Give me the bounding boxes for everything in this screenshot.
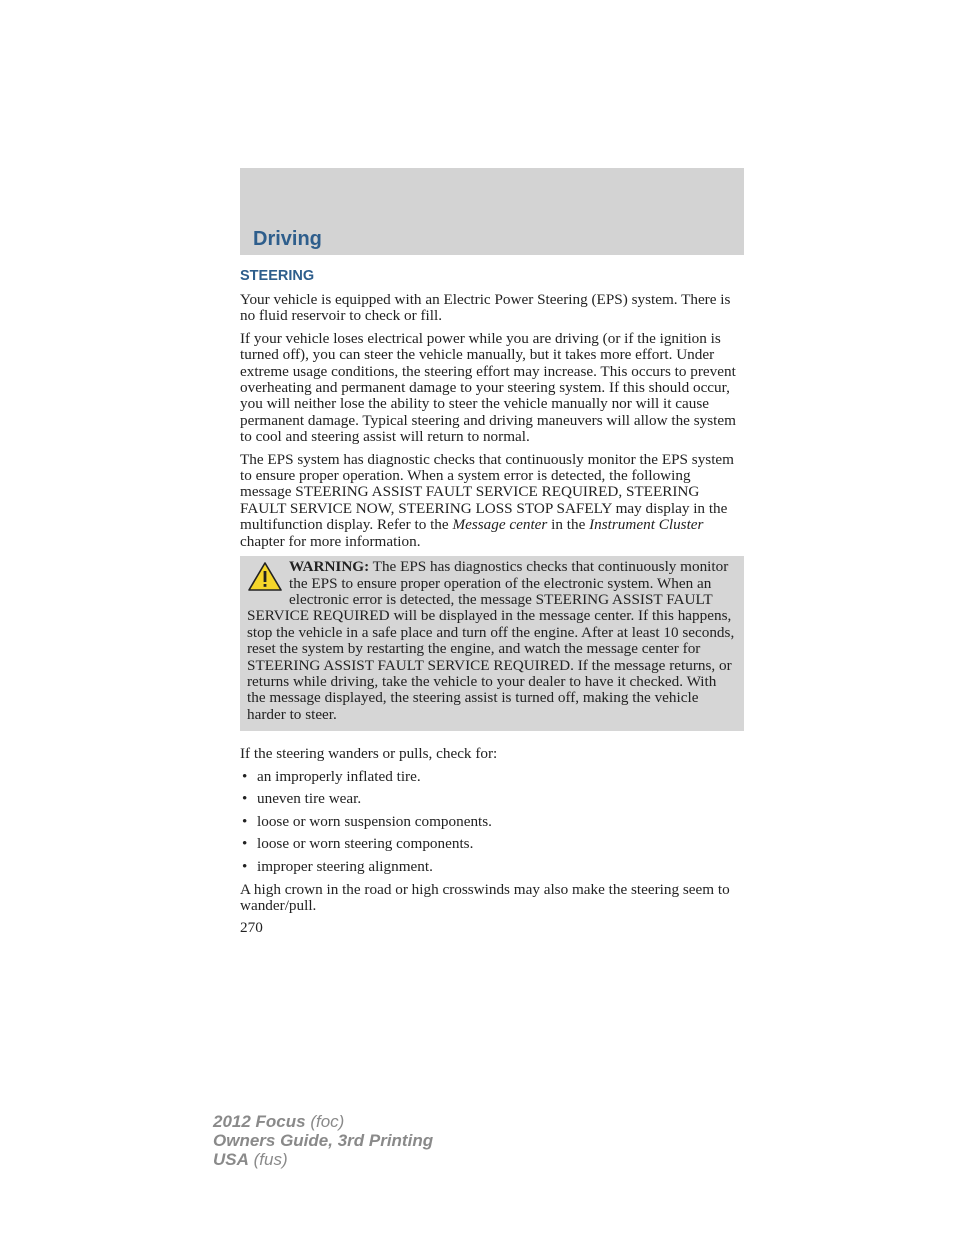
warning-label: WARNING: — [289, 558, 370, 576]
list-item: • an improperly inflated tire. — [242, 767, 421, 785]
checklist-intro: If the steering wanders or pulls, check for: — [240, 745, 498, 763]
bullet: • — [242, 812, 248, 830]
message-center-reference: Message center — [452, 516, 548, 534]
footer-line-market: USA (fus) — [213, 1150, 288, 1169]
warning-text: The EPS has diagnostics checks that continuously monitor the EPS to ensure proper operation of the electronic system. When an electronic error is detected, the message STEERING ASSIST FAULT SERVICE REQUIRED will be displayed in the message center. If this happens, stop the vehicle in a safe place and turn off the engine. After at least 10 seconds, reset the system by restarting the engine, and watch the message center for STEERING ASSIST FAULT SERVICE REQUIRED. If the message returns, or returns while driving, take the vehicle to your dealer to have it checked. With the message displayed, the steering assist is turned off, making the vehicle harder to steer. — [247, 558, 735, 723]
warning-box — [240, 556, 744, 731]
eps-text-part3: chapter for more information. — [240, 532, 421, 550]
eps-text-part1: The EPS system has diagnostic checks that continuously monitor the EPS system to ensure proper operation. When a system error is detected, the following message STEERING ASSIST FAULT SERVICE REQUIRED, STEERING FAULT SERVICE NOW, STEERING LOSS STOP SAFELY may display in the multifunction display. Refer to the — [240, 450, 734, 534]
bullet: • — [242, 857, 248, 875]
list-item: • uneven tire wear. — [242, 790, 362, 808]
list-item: • improper steering alignment. — [242, 857, 433, 875]
checklist — [240, 769, 744, 876]
bullet: • — [242, 790, 248, 808]
page-number: 270 — [240, 919, 263, 937]
list-item: • loose or worn steering components. — [242, 835, 474, 853]
footer-line-guide: Owners Guide, 3rd Printing — [213, 1131, 434, 1150]
closing-paragraph: A high crown in the road or high crosswinds may also make the steering seem to wander/pull. — [240, 880, 730, 914]
chapter-header-band — [240, 168, 744, 255]
warning-triangle-icon — [247, 561, 283, 593]
footer — [213, 1112, 433, 1169]
section-title: STEERING — [240, 268, 315, 284]
eps-text-part2: in the — [547, 516, 590, 534]
footer-line-model: 2012 Focus (foc) — [213, 1112, 345, 1131]
power-loss-paragraph: If your vehicle loses electrical power while you are driving (or if the ignition is turned off), you can steer the vehicle manually, but it takes more effort. Under extreme usage conditions, the steering effort may increase. This occurs to prevent overheating and permanent damage to your steering system. If this should occur, you will neither lose the ability to steer the vehicle manually nor will it cause permanent damage. Typical steering and driving maneuvers will allow the system to cool and steering assist will return to normal. — [240, 329, 736, 446]
bullet: • — [242, 835, 248, 853]
list-item: • loose or worn suspension components. — [242, 812, 492, 830]
intro-paragraph: Your vehicle is equipped with an Electric Power Steering (EPS) system. There is no fluid reservoir to check or fill. — [240, 291, 731, 325]
bullet: • — [242, 767, 248, 785]
chapter-title: Driving — [253, 228, 322, 250]
instrument-cluster-reference: Instrument Cluster — [589, 516, 704, 534]
eps-diagnostics-paragraph — [240, 452, 744, 550]
page-content — [240, 266, 744, 937]
